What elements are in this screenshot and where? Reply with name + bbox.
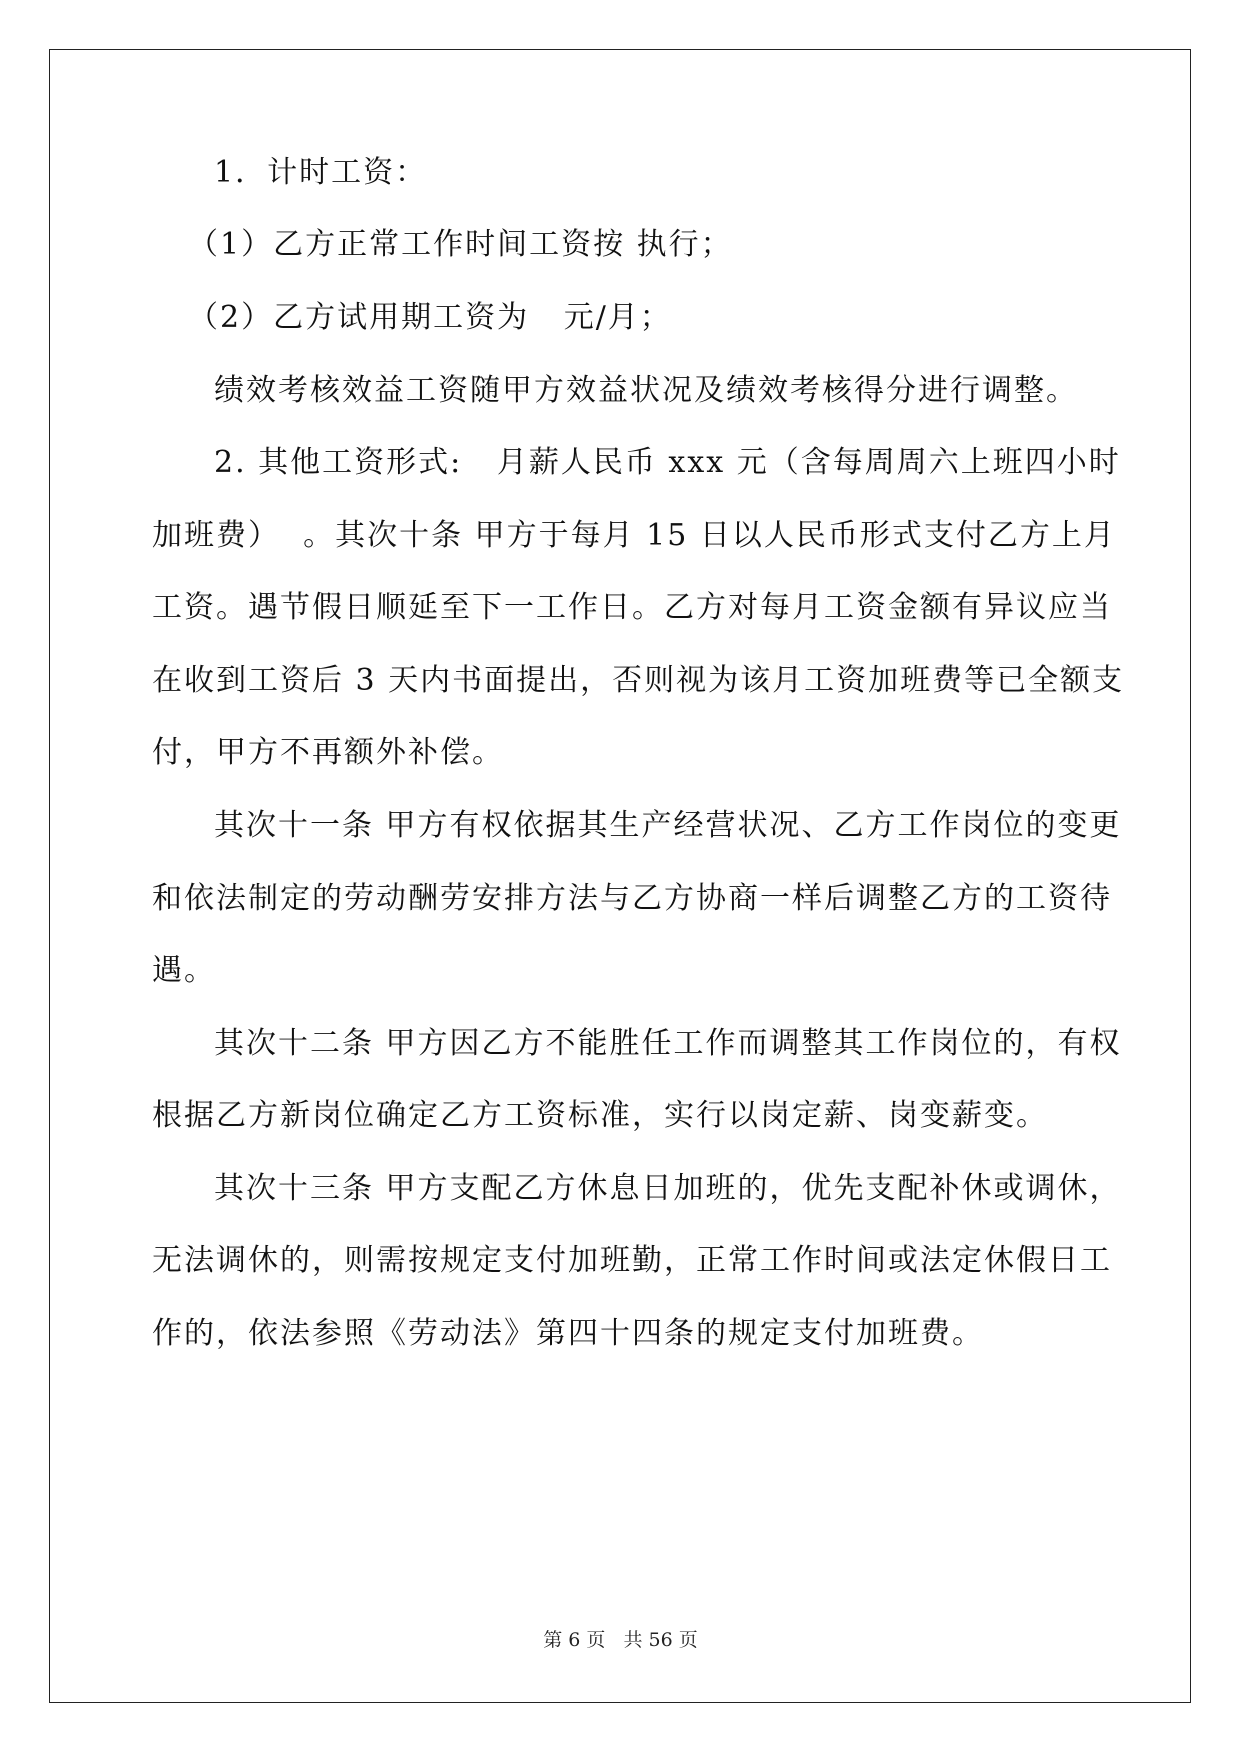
- paragraph-line: 付，甲方不再额外补偿。: [152, 735, 504, 770]
- paragraph-line: 工资。遇节假日顺延至下一工作日。乙方对每月工资金额有异议应当: [152, 590, 1112, 625]
- paragraph-line: 无法调休的，则需按规定支付加班勤，正常工作时间或法定休假日工: [152, 1243, 1112, 1278]
- paragraph-line: 作的，依法参照《劳动法》第四十四条的规定支付加班费。: [152, 1316, 984, 1351]
- paragraph-line: 绩效考核效益工资随甲方效益状况及绩效考核得分进行调整。: [214, 373, 1078, 408]
- page-number-footer: 第 6 页 共 56 页: [543, 1629, 698, 1651]
- paragraph-line: 其次十一条 甲方有权依据其生产经营状况、乙方工作岗位的变更: [214, 808, 1122, 843]
- paragraph-line: 2. 其他工资形式: 月薪人民币 xxx 元（含每周周六上班四小时: [214, 445, 1121, 480]
- paragraph-line: 1．计时工资：: [214, 155, 428, 190]
- paragraph-line: 和依法制定的劳动酬劳安排方法与乙方协商一样后调整乙方的工资待: [152, 881, 1112, 916]
- paragraph-line: 遇。: [152, 953, 216, 988]
- paragraph-line: 在收到工资后 3 天内书面提出，否则视为该月工资加班费等已全额支: [152, 663, 1125, 698]
- paragraph-line: （1）乙方正常工作时间工资按 执行；: [188, 227, 733, 262]
- paragraph-line: （2）乙方试用期工资为 元/月；: [188, 300, 672, 335]
- paragraph-line: 根据乙方新岗位确定乙方工资标准，实行以岗定薪、岗变薪变。: [152, 1098, 1048, 1133]
- paragraph-line: 其次十二条 甲方因乙方不能胜任工作而调整其工作岗位的，有权: [214, 1026, 1122, 1061]
- paragraph-line: 其次十三条 甲方支配乙方休息日加班的，优先支配补休或调休，: [214, 1171, 1122, 1206]
- paragraph-line: 加班费） 。其次十条 甲方于每月 15 日以人民币形式支付乙方上月: [152, 518, 1116, 553]
